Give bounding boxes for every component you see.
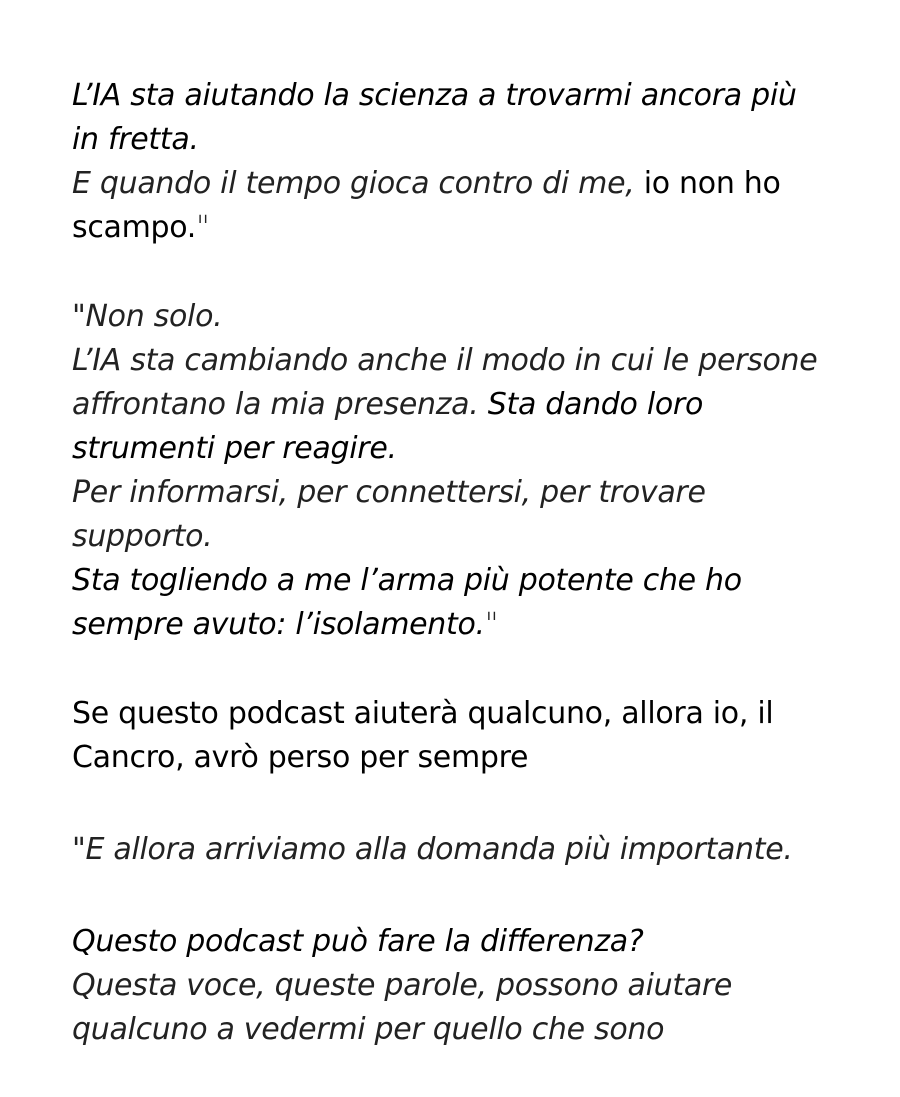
text-line: Questa voce, queste parole, possono aiutare <box>72 968 733 1003</box>
paragraph-domanda <box>72 828 862 872</box>
paragraph-non-solo <box>72 295 862 647</box>
text-line: Se questo podcast aiuterà qualcuno, allora io, il <box>72 696 774 731</box>
text-line <box>72 162 862 206</box>
text-line: L’IA sta cambiando anche il modo in cui le persone <box>72 343 818 378</box>
text-line: Sta togliendo a me l’arma più potente che ho <box>72 563 742 598</box>
text-line: Cancro, avrò perso per sempre <box>72 740 529 775</box>
text-line: "Non solo. <box>72 299 223 334</box>
text-line: Per informarsi, per connettersi, per trovare <box>72 475 706 510</box>
text-line: in fretta. <box>72 122 199 157</box>
text-span: E quando il tempo gioca contro di me, <box>72 166 644 201</box>
text-line <box>72 603 862 647</box>
paragraph-spacer <box>72 647 862 692</box>
text-line <box>72 206 862 250</box>
paragraph-ia-scienza <box>72 74 862 250</box>
text-span: affrontano la mia presenza. <box>72 387 488 422</box>
paragraph-differenza <box>72 920 862 1052</box>
text-line: strumenti per reagire. <box>72 431 397 466</box>
text-line: qualcuno a vedermi per quello che sono <box>72 1012 665 1047</box>
text-span: sempre avuto: l’isolamento. <box>72 607 485 642</box>
text-span: scampo. <box>72 210 197 245</box>
text-line: L’IA sta aiutando la scienza a trovarmi ancora più <box>72 78 797 113</box>
text-span: " <box>484 607 499 642</box>
document-page <box>72 74 862 1052</box>
text-line: supporto. <box>72 519 213 554</box>
text-span: " <box>196 210 210 245</box>
paragraph-spacer <box>72 780 862 828</box>
text-line: Questo podcast può fare la differenza? <box>72 924 644 959</box>
paragraph-spacer <box>72 872 862 920</box>
text-span: io non ho <box>643 166 781 201</box>
paragraph-podcast-aiutera <box>72 692 862 780</box>
text-span: Sta dando loro <box>487 387 704 422</box>
text-line: "E allora arriviamo alla domanda più importante. <box>72 832 793 867</box>
paragraph-spacer <box>72 250 862 295</box>
text-line <box>72 383 862 427</box>
